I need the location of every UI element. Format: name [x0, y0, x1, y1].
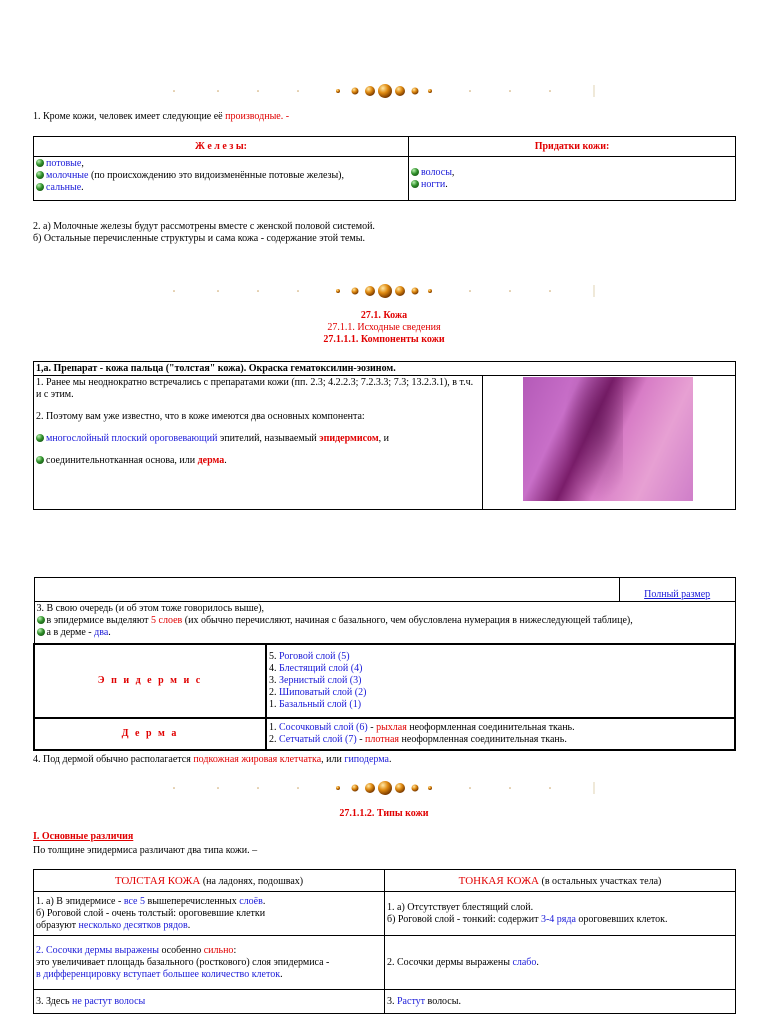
full-size-link[interactable]: Полный размер [644, 589, 711, 600]
intro-paragraph [33, 111, 289, 123]
layer-dash: - [367, 721, 377, 733]
layers-table [33, 577, 736, 751]
thick-row-2 [34, 936, 385, 990]
layer-name: Зернистый слой (3) [279, 674, 362, 686]
tissue-rest: неоформленная соединительная ткань. [406, 721, 575, 733]
component-text: соединительнотканная основа, или [46, 455, 198, 466]
section-subtitle: 27.1.1. Исходные сведения [327, 322, 441, 333]
list-item [269, 687, 732, 699]
row-line: это увеличивает площадь базального (росткового) слоя эпидермиса - [36, 956, 330, 968]
row-text: 3. Здесь [36, 995, 73, 1007]
dermis-layers [266, 718, 735, 750]
dermis-term: дерма [197, 455, 225, 466]
skin-types-title: 27.1.1.2. Типы кожи [339, 808, 429, 819]
green-bullet-icon [36, 171, 44, 179]
row-text: б) Роговой слой - тонкий: содержит [387, 913, 541, 925]
layer-count: 5 слоев [151, 615, 183, 626]
tissue-rest: неоформленная соединительная ткань. [399, 733, 567, 745]
appendage-term: волосы [421, 166, 452, 178]
list-item [269, 663, 732, 675]
layer-count: два [94, 627, 109, 638]
bead-divider-icon [160, 781, 610, 795]
empty-cell [34, 578, 619, 602]
thick-row-1 [34, 892, 385, 936]
row-highlight: 2. Сосочки дермы выражены [36, 944, 159, 956]
paragraph-3: 3. В свою очередь (и об этом тоже говорилось выше), [36, 603, 265, 614]
bead-divider-icon [160, 84, 610, 98]
paragraph-2: 2. Поэтому вам уже известно, что в коже имеются два основных компонента: [36, 411, 365, 422]
list-item [36, 182, 406, 194]
preparation-text [34, 376, 483, 510]
row-highlight: слоёв [239, 895, 263, 907]
p4-text: . [388, 754, 392, 765]
component-dermis [36, 455, 480, 467]
list-item [411, 179, 733, 191]
row-text: ороговевших клеток. [575, 913, 668, 925]
green-bullet-icon [36, 159, 44, 167]
layer-number: 1. [269, 698, 279, 710]
row-text: : [233, 944, 237, 956]
full-size-cell [619, 578, 735, 602]
thin-row-3 [385, 990, 736, 1014]
layer-number: 2. [269, 686, 279, 698]
layer-name: Роговой слой (5) [279, 650, 350, 662]
row-text: . [536, 956, 539, 968]
row-line [36, 920, 382, 932]
note-a: 2. а) Молочные железы будут рассмотрены вместе с женской половой системой. [33, 221, 375, 232]
row-emphasis: сильно [203, 944, 234, 956]
main-differences-heading: I. Основные различия [33, 831, 134, 842]
row-line: 1. а) Отсутствует блестящий слой. [387, 901, 534, 913]
row-highlight: 3-4 ряда [540, 913, 576, 925]
green-bullet-icon [36, 456, 44, 464]
layer-number: 4. [269, 662, 279, 674]
thin-row-2 [385, 936, 736, 990]
row-text: особенно [158, 944, 204, 956]
paragraph-4 [33, 754, 391, 766]
layer-name: Сетчатый слой (7) [279, 733, 357, 745]
list-item [269, 734, 732, 746]
preparation-header: 1,а. Препарат - кожа пальца ("толстая" кожа). Окраска гематоксилин-эозином. [34, 362, 736, 376]
subcutaneous-term: подкожная жировая клетчатка [193, 754, 322, 765]
dermis-label: Д е р м а [34, 718, 266, 750]
thin-skin-header [385, 870, 736, 892]
row-highlight: несколько десятков рядов [78, 919, 188, 931]
row-text: . [187, 919, 191, 931]
component-text: эпителий, называемый [217, 433, 320, 444]
intro-suffix: - [283, 111, 290, 122]
row-text: 1. а) В эпидермисе - [36, 895, 124, 907]
green-bullet-icon [37, 616, 45, 624]
layer-number: 1. [269, 721, 279, 733]
thin-skin-note: (в остальных участках тела) [539, 875, 662, 887]
epidermis-layers-note [37, 615, 733, 627]
skin-types-intro: По толщине эпидермиса различают два типа кожи. – [33, 845, 258, 856]
thick-skin-header [34, 870, 385, 892]
row-line [36, 896, 382, 908]
list-item [269, 722, 732, 734]
section-title: 27.1. Кожа [360, 310, 408, 321]
appendages-list [409, 157, 736, 201]
gland-term: молочные [46, 170, 89, 181]
row-text: образуют [36, 919, 79, 931]
bead-divider-icon [160, 284, 610, 298]
gland-rest: (по происхождению это видоизменённые потовые железы), [88, 170, 345, 181]
layer-name: Сосочковый слой (6) [279, 721, 368, 733]
note-b: б) Остальные перечисленные структуры и сама кожа - содержание этой темы. [33, 233, 365, 244]
row-line [387, 914, 733, 926]
note-text: (их обычно перечисляют, начиная с базального, чем обусловлена нумерация в нижеследующей таблице), [182, 615, 633, 626]
gland-term: потовые [46, 158, 82, 169]
gland-rest: , [81, 158, 84, 169]
component-end: , и [378, 433, 390, 444]
row-line [36, 969, 382, 981]
layer-name: Блестящий слой (4) [279, 662, 363, 674]
list-item [411, 167, 733, 179]
green-bullet-icon [36, 183, 44, 191]
note-text: в эпидермисе выделяют [46, 615, 152, 626]
appendage-rest: , [451, 166, 455, 178]
section-heading [0, 310, 768, 346]
p4-text: , или [321, 754, 345, 765]
intro-text: 1. Кроме кожи, человек имеет следующие её [33, 111, 226, 122]
list-item [36, 158, 406, 170]
layer-name: Базальный слой (1) [279, 698, 362, 710]
row-text: . [262, 895, 266, 907]
skin-types-table [33, 869, 736, 1014]
thin-row-1 [385, 892, 736, 936]
tissue-type: плотная [365, 733, 400, 745]
green-bullet-icon [37, 628, 45, 636]
row-highlight: все 5 [123, 895, 145, 907]
row-text: 2. Сосочки дермы выражены [387, 956, 513, 968]
component-epidermis [36, 433, 480, 445]
row-text: вышеперечисленных [145, 895, 240, 907]
green-bullet-icon [36, 434, 44, 442]
hypodermis-term: гиподерма [344, 754, 389, 765]
row-line: б) Роговой слой - очень толстый: ороговевшие клетки [36, 907, 266, 919]
layer-number: 5. [269, 650, 279, 662]
dermis-layers-note [37, 627, 733, 639]
appendage-term: ногти [421, 178, 446, 190]
component-end: . [224, 455, 227, 466]
gland-rest: . [81, 182, 84, 193]
epidermis-label: Э п и д е р м и с [34, 644, 266, 718]
section-subsubtitle: 27.1.1.1. Компоненты кожи [323, 334, 445, 345]
thick-skin-note: (на ладонях, подошвах) [200, 875, 304, 887]
row-highlight: не растут волосы [72, 995, 146, 1007]
appendages-header: Придатки кожи: [409, 137, 736, 157]
row-text: волосы. [425, 995, 461, 1007]
row-text: . [280, 968, 283, 980]
p4-text: 4. Под дермой обычно располагается [33, 754, 194, 765]
histology-image[interactable] [523, 377, 693, 501]
list-item [36, 170, 406, 182]
tissue-type: рыхлая [376, 721, 407, 733]
note-text: а в дерме - [46, 627, 95, 638]
row-line [36, 945, 382, 957]
epidermis-layers [266, 644, 735, 718]
row-highlight: Растут [397, 995, 426, 1007]
layer-number: 3. [269, 674, 279, 686]
layer-number: 2. [269, 733, 279, 745]
gland-term: сальные [46, 182, 82, 193]
row-highlight: в дифференцировку вступает большее количество клеток [36, 968, 281, 980]
note-text: . [108, 627, 111, 638]
list-item [269, 699, 732, 711]
layer-dash: - [356, 733, 366, 745]
derivatives-table [33, 136, 736, 201]
paragraph-1: 1. Ранее мы неоднократно встречались с препаратами кожи (пп. 2.3; 4.2.2.3; 7.2.3.3; 7.3; 13.2.3.1), в т.ч. и с этим. [36, 377, 474, 400]
epithelium-type: многослойный плоский ороговевающий [46, 433, 218, 444]
green-bullet-icon [411, 180, 419, 188]
row-text: 3. [387, 995, 397, 1007]
row-highlight: слабо [512, 956, 537, 968]
green-bullet-icon [411, 168, 419, 176]
glands-list [34, 157, 409, 201]
thin-skin-title: ТОНКАЯ КОЖА [458, 874, 539, 887]
intro-highlight: производные. [225, 111, 284, 122]
thick-row-3 [34, 990, 385, 1014]
thick-skin-title: ТОЛСТАЯ КОЖА [114, 874, 201, 887]
appendage-rest: . [445, 178, 448, 190]
layer-name: Шиповатый слой (2) [279, 686, 367, 698]
layers-intro [34, 602, 735, 644]
glands-header: Ж е л е з ы: [34, 137, 409, 157]
epidermis-term: эпидермисом [319, 433, 379, 444]
list-item [269, 675, 732, 687]
note-block [33, 221, 375, 245]
list-item [269, 651, 732, 663]
